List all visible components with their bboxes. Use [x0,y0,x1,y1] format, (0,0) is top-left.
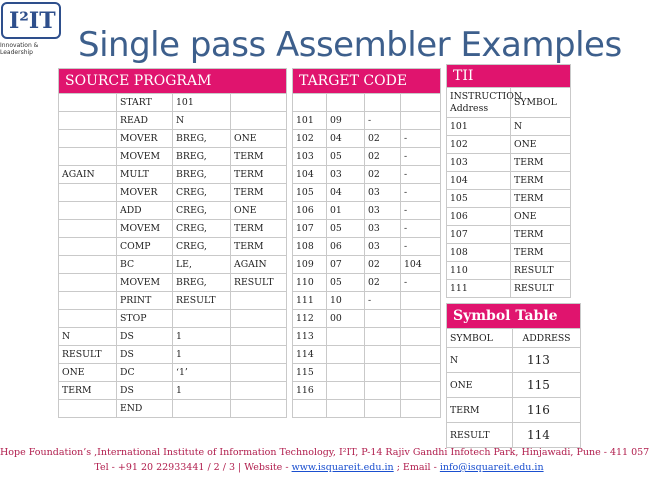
source-cell [59,310,117,328]
tii-row [447,226,571,244]
source-cell [231,400,287,418]
target-cell [365,310,401,328]
source-cell: TERM [231,184,287,202]
target-cell: 101 [293,112,327,130]
target-cell: 05 [327,148,365,166]
target-cell [401,346,441,364]
target-row [293,112,441,130]
tii-cell: RESULT [511,280,571,298]
source-cell: 1 [173,382,231,400]
target-cell [327,382,365,400]
tii-row [447,118,571,136]
page-title: Single pass Assembler Examples [78,25,622,65]
symbol-table [446,303,581,448]
tii-cell: 104 [447,172,511,190]
source-cell: END [117,400,173,418]
tii-col-symbol: SYMBOL [511,88,571,118]
source-cell: MULT [117,166,173,184]
source-row [59,94,287,112]
source-row [59,310,287,328]
source-cell [59,400,117,418]
source-cell [173,400,231,418]
target-cell [401,364,441,382]
target-cell [401,112,441,130]
target-cell [365,400,401,418]
source-row [59,328,287,346]
target-cell: 03 [365,202,401,220]
tii-cell: ONE [511,136,571,154]
target-cell: 04 [327,184,365,202]
target-row [293,184,441,202]
target-cell: 00 [327,310,365,328]
source-cell: CREG, [173,238,231,256]
source-cell [231,94,287,112]
source-header: SOURCE PROGRAM [59,69,287,94]
target-row [293,220,441,238]
source-row [59,166,287,184]
source-cell: N [59,328,117,346]
target-cell: 108 [293,238,327,256]
target-cell [327,400,365,418]
source-cell: RESULT [59,346,117,364]
source-cell: MOVEM [117,274,173,292]
target-cell [327,94,365,112]
target-cell: - [401,274,441,292]
source-cell: AGAIN [231,256,287,274]
target-cell: 03 [365,220,401,238]
target-cell: - [401,238,441,256]
target-row [293,148,441,166]
source-cell: CREG, [173,202,231,220]
target-cell [401,400,441,418]
source-cell: MOVEM [117,148,173,166]
source-cell: ADD [117,202,173,220]
target-cell: 10 [327,292,365,310]
source-cell: BREG, [173,166,231,184]
source-cell: PRINT [117,292,173,310]
source-cell: 1 [173,346,231,364]
target-row [293,256,441,274]
tii-col-instruction-address: INSTRUCTION Address [447,88,511,118]
tii-cell: TERM [511,226,571,244]
target-cell [293,94,327,112]
tii-row [447,244,571,262]
target-row [293,94,441,112]
source-cell: MOVEM [117,220,173,238]
tii-cell: 103 [447,154,511,172]
tii-cell: 106 [447,208,511,226]
source-row [59,382,287,400]
target-cell: 102 [293,130,327,148]
source-cell: ONE [59,364,117,382]
source-cell [173,310,231,328]
tii-cell: 111 [447,280,511,298]
target-cell: 03 [365,184,401,202]
source-cell: TERM [231,148,287,166]
source-row [59,256,287,274]
symbol-table-column-header-row [447,329,581,348]
target-cell [327,328,365,346]
source-cell: LE, [173,256,231,274]
source-cell: DS [117,328,173,346]
symbol-table-header-row [447,304,581,329]
target-cell [365,346,401,364]
source-cell: ‘1’ [173,364,231,382]
source-cell [231,310,287,328]
target-cell [293,400,327,418]
target-cell: 03 [327,166,365,184]
target-cell: - [401,166,441,184]
target-cell: 114 [293,346,327,364]
target-cell: 111 [293,292,327,310]
target-header-row [293,69,441,94]
source-cell [59,130,117,148]
source-cell: TERM [231,166,287,184]
source-cell: DS [117,346,173,364]
tii-cell: ONE [511,208,571,226]
source-cell: ONE [231,202,287,220]
symbol-row [447,398,581,423]
source-cell [231,346,287,364]
source-cell: AGAIN [59,166,117,184]
tii-header: TII [447,65,571,88]
source-header-row [59,69,287,94]
target-cell: 104 [293,166,327,184]
target-cell [365,328,401,346]
source-cell: RESULT [173,292,231,310]
source-cell [231,292,287,310]
target-cell: 01 [327,202,365,220]
target-cell: - [365,292,401,310]
target-row [293,364,441,382]
source-cell [59,148,117,166]
target-row [293,310,441,328]
tii-cell: TERM [511,172,571,190]
source-cell: MOVER [117,184,173,202]
target-cell: 105 [293,184,327,202]
source-row [59,292,287,310]
target-cell: 107 [293,220,327,238]
source-cell [59,238,117,256]
target-cell: 112 [293,310,327,328]
target-code-table [292,68,441,418]
tii-table [446,64,571,298]
tii-cell: 108 [447,244,511,262]
tii-cell: RESULT [511,262,571,280]
target-cell [327,364,365,382]
target-row [293,400,441,418]
footer-contact [0,462,638,473]
target-row [293,346,441,364]
tii-cell: 101 [447,118,511,136]
source-row [59,274,287,292]
target-cell: 02 [365,148,401,166]
source-cell: DS [117,382,173,400]
footer-tel: Tel - +91 20 22933441 / 2 / 3 | Website - [94,462,292,473]
target-cell: - [365,112,401,130]
target-cell [327,346,365,364]
symbol-row [447,373,581,398]
target-cell: 109 [293,256,327,274]
email-link[interactable]: info@isquareit.edu.in [439,462,544,473]
source-row [59,346,287,364]
source-row [59,130,287,148]
tii-cell: 105 [447,190,511,208]
symbol-cell: 115 [513,373,581,398]
website-link[interactable]: www.isquareit.edu.in [291,462,394,473]
tii-row [447,136,571,154]
source-cell [231,382,287,400]
logo-text: I²IT [9,8,56,34]
source-cell: COMP [117,238,173,256]
target-cell [401,292,441,310]
source-cell: TERM [59,382,117,400]
source-cell: BREG, [173,130,231,148]
source-row [59,148,287,166]
symbol-table-header: Symbol Table [447,304,581,329]
target-cell: 116 [293,382,327,400]
source-cell [59,112,117,130]
tii-cell: TERM [511,190,571,208]
symbol-row [447,348,581,373]
tii-row [447,208,571,226]
footer-email-label: ; Email - [393,462,440,473]
target-row [293,292,441,310]
target-cell: 110 [293,274,327,292]
target-cell: 02 [365,166,401,184]
target-cell: 04 [327,130,365,148]
symbol-row [447,423,581,448]
target-cell: 02 [365,256,401,274]
target-cell: 06 [327,238,365,256]
source-row [59,400,287,418]
source-cell: ONE [231,130,287,148]
source-cell [59,292,117,310]
tii-cell: 107 [447,226,511,244]
tii-row [447,190,571,208]
target-header: TARGET CODE [293,69,441,94]
source-row [59,364,287,382]
target-cell: 113 [293,328,327,346]
target-cell: - [401,130,441,148]
source-cell: BC [117,256,173,274]
source-cell: START [117,94,173,112]
target-cell: 106 [293,202,327,220]
source-row [59,112,287,130]
source-cell: RESULT [231,274,287,292]
source-program-table [58,68,287,418]
symbol-cell: ONE [447,373,513,398]
source-cell: BREG, [173,274,231,292]
target-cell [401,94,441,112]
target-cell: - [401,202,441,220]
source-cell [59,256,117,274]
tii-cell: 110 [447,262,511,280]
target-row [293,328,441,346]
logo [0,0,64,58]
target-cell: 115 [293,364,327,382]
symbol-cell: TERM [447,398,513,423]
source-cell: STOP [117,310,173,328]
source-cell: READ [117,112,173,130]
logo-tagline: Innovation & Leadership [0,42,39,56]
target-cell: 09 [327,112,365,130]
source-cell: CREG, [173,220,231,238]
target-row [293,274,441,292]
target-row [293,382,441,400]
symbol-col-address: ADDRESS [513,329,581,348]
tii-cell: 102 [447,136,511,154]
source-cell [59,274,117,292]
source-cell: 1 [173,328,231,346]
tii-cell: TERM [511,154,571,172]
tii-header-row [447,65,571,88]
target-row [293,130,441,148]
symbol-cell: RESULT [447,423,513,448]
symbol-cell: 116 [513,398,581,423]
target-cell: - [401,148,441,166]
target-cell: 103 [293,148,327,166]
target-cell: 02 [365,130,401,148]
target-cell [401,328,441,346]
target-cell: 104 [401,256,441,274]
tii-row [447,172,571,190]
tii-column-header-row [447,88,571,118]
tii-row [447,280,571,298]
target-cell: - [401,220,441,238]
source-cell [231,328,287,346]
source-row [59,202,287,220]
target-cell: 05 [327,274,365,292]
source-cell: DC [117,364,173,382]
source-cell [59,94,117,112]
source-cell: TERM [231,238,287,256]
target-cell: 07 [327,256,365,274]
target-row [293,238,441,256]
source-cell [59,220,117,238]
target-cell: 03 [365,238,401,256]
target-cell: 02 [365,274,401,292]
source-cell: N [173,112,231,130]
footer-address: Hope Foundation’s ,International Institute of Information Technology, I²IT, P-14 Rajiv Gandhi Infotech Park, Hinjawadi, Pune - 411 057 [0,447,649,458]
source-cell: MOVER [117,130,173,148]
source-cell: CREG, [173,184,231,202]
target-row [293,166,441,184]
tii-row [447,154,571,172]
target-cell [365,94,401,112]
source-row [59,220,287,238]
symbol-cell: 114 [513,423,581,448]
target-cell [401,382,441,400]
tii-cell: TERM [511,244,571,262]
target-cell: 05 [327,220,365,238]
target-row [293,202,441,220]
source-cell [231,364,287,382]
symbol-cell: N [447,348,513,373]
tii-cell: N [511,118,571,136]
target-cell: - [401,184,441,202]
source-cell [231,112,287,130]
symbol-cell: 113 [513,348,581,373]
source-cell [59,184,117,202]
tii-row [447,262,571,280]
target-cell [365,364,401,382]
source-row [59,184,287,202]
source-cell: TERM [231,220,287,238]
target-cell [365,382,401,400]
source-cell: BREG, [173,148,231,166]
logo-box [1,2,61,39]
source-row [59,238,287,256]
symbol-col-symbol: SYMBOL [447,329,513,348]
source-cell: 101 [173,94,231,112]
source-cell [59,202,117,220]
target-cell [401,310,441,328]
